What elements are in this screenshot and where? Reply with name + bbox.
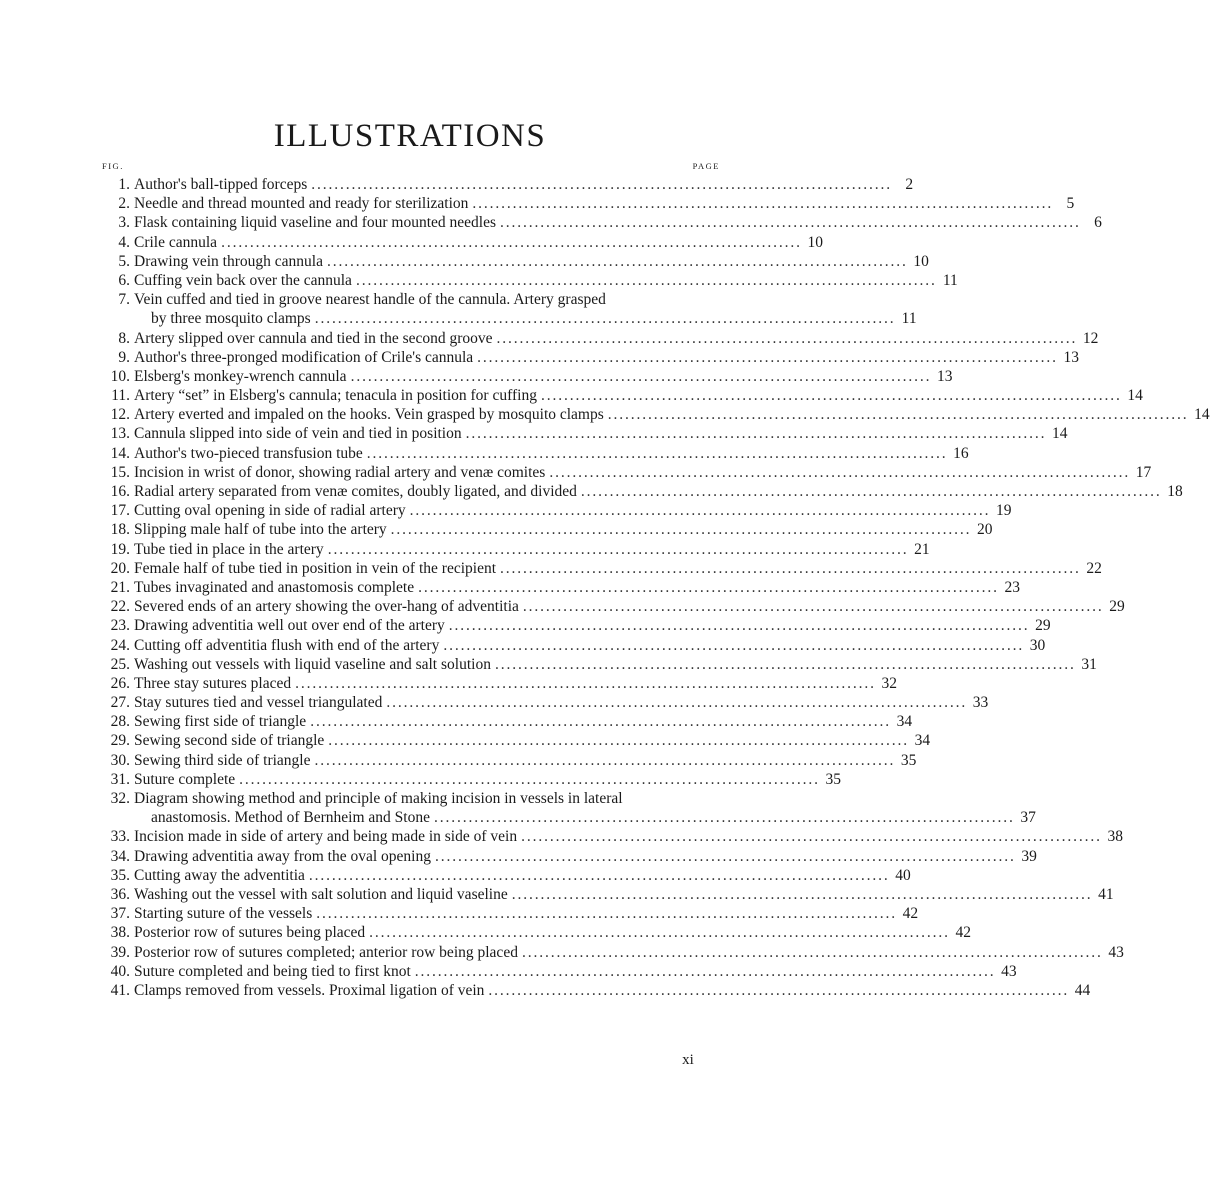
dot-leader xyxy=(522,943,1100,962)
figure-number: 3. xyxy=(118,214,130,232)
figure-number: 28. xyxy=(110,713,130,731)
list-item xyxy=(100,578,1020,597)
figure-number: 6. xyxy=(118,271,130,289)
list-item xyxy=(100,348,1080,367)
figure-caption: Posterior row of sutures completed; anterior row being placed xyxy=(134,943,518,961)
page-reference: 5 xyxy=(1066,195,1075,213)
page-reference: 39 xyxy=(1021,847,1037,865)
list-item xyxy=(100,616,1051,635)
dot-leader xyxy=(500,559,1078,578)
dot-leader xyxy=(497,329,1075,348)
page-reference: 17 xyxy=(1135,463,1152,481)
dot-leader xyxy=(367,444,945,463)
figure-caption: Drawing adventitia away from the oval opening xyxy=(134,847,431,865)
figure-caption: Three stay sutures placed xyxy=(134,674,292,692)
dot-leader xyxy=(418,578,996,597)
figure-number: 14. xyxy=(110,444,130,462)
list-item xyxy=(100,213,1102,232)
page-reference: 42 xyxy=(955,924,972,942)
figure-caption: Drawing adventitia well out over end of the artery xyxy=(134,617,445,635)
figure-number: 27. xyxy=(110,694,130,712)
figure-caption: Elsberg's monkey-wrench cannula xyxy=(134,367,347,385)
dot-leader xyxy=(449,616,1027,635)
dot-leader xyxy=(328,731,906,750)
dot-leader xyxy=(316,904,894,923)
figure-number: 7. xyxy=(118,291,130,309)
list-item xyxy=(100,943,1124,962)
figure-number: 23. xyxy=(110,617,130,635)
dot-leader xyxy=(512,885,1090,904)
figure-caption: Suture completed and being tied to first knot xyxy=(134,962,411,980)
list-item xyxy=(100,367,953,386)
page-reference: 29 xyxy=(1109,598,1125,616)
figure-caption: Sewing second side of triangle xyxy=(134,732,325,750)
list-item xyxy=(100,636,1046,655)
dot-leader xyxy=(295,674,873,693)
dot-leader xyxy=(541,386,1119,405)
dot-leader xyxy=(495,655,1073,674)
dot-leader xyxy=(466,424,1044,443)
page-column-header: PAGE xyxy=(692,161,720,171)
list-item xyxy=(100,885,1114,904)
list-item xyxy=(100,770,842,789)
page-reference: 44 xyxy=(1074,981,1091,999)
list-item xyxy=(100,559,1102,578)
figure-caption: Radial artery separated from venæ comites, doubly ligated, and divided xyxy=(134,483,577,500)
figure-number: 17. xyxy=(110,502,130,520)
list-item xyxy=(100,655,1097,674)
page-reference: 11 xyxy=(901,310,917,328)
dot-leader xyxy=(434,808,1012,827)
figure-caption: Incision made in side of artery and being made in side of vein xyxy=(134,828,518,846)
list-item xyxy=(100,540,930,559)
figure-number: 21. xyxy=(110,578,130,596)
figure-number: 10. xyxy=(110,367,130,385)
page-reference: 43 xyxy=(1108,943,1124,961)
figure-caption: Crile cannula xyxy=(134,233,218,251)
dot-leader xyxy=(608,405,1186,424)
page-reference: 29 xyxy=(1035,617,1051,635)
page-reference: 33 xyxy=(972,694,989,712)
page-reference: 14 xyxy=(1052,425,1068,443)
page-reference: 34 xyxy=(896,713,913,731)
list-item xyxy=(100,424,1068,443)
figure-caption: Artery everted and impaled on the hooks. Vein grasped by mosquito clamps xyxy=(134,406,604,424)
figure-number: 16. xyxy=(110,483,130,500)
dot-leader xyxy=(369,923,947,942)
figure-caption: Cuffing vein back over the cannula xyxy=(134,271,352,289)
dot-leader xyxy=(327,252,905,271)
figure-caption: Clamps removed from vessels. Proximal ligation of vein xyxy=(134,981,485,999)
figure-number: 41. xyxy=(110,981,130,999)
page-reference: 23 xyxy=(1004,578,1020,596)
figure-caption: Washing out vessels with liquid vaseline and salt solution xyxy=(134,655,491,673)
figure-number: 38. xyxy=(110,924,130,942)
dot-leader xyxy=(310,712,888,731)
list-item xyxy=(100,962,1017,981)
list-item xyxy=(100,501,1012,520)
list-item xyxy=(100,731,931,750)
figure-number: 32. xyxy=(110,790,130,807)
figure-number: 37. xyxy=(110,905,130,923)
figure-caption: Needle and thread mounted and ready for sterilization xyxy=(134,195,469,213)
page-reference: 2 xyxy=(905,176,914,193)
page-reference: 35 xyxy=(900,751,917,769)
dot-leader xyxy=(391,520,969,539)
figure-caption: Female half of tube tied in position in vein of the recipient xyxy=(134,559,497,577)
page-reference: 32 xyxy=(881,674,897,692)
list-item xyxy=(100,271,958,290)
figure-caption: Author's ball-tipped forceps xyxy=(134,176,308,193)
page-reference: 21 xyxy=(914,540,930,558)
page-reference: 43 xyxy=(1001,962,1017,980)
column-headers xyxy=(100,161,720,175)
list-item xyxy=(100,175,914,194)
dot-leader xyxy=(500,213,1078,232)
page-reference: 12 xyxy=(1082,329,1099,347)
dot-leader xyxy=(549,463,1127,482)
list-item xyxy=(100,444,969,463)
page-reference: 22 xyxy=(1086,559,1102,577)
list-item xyxy=(100,194,1075,213)
figure-caption: Slipping male half of tube into the artery xyxy=(134,521,387,539)
figure-caption: Artery slipped over cannula and tied in the second groove xyxy=(134,329,493,347)
figure-caption: Flask containing liquid vaseline and four mounted needles xyxy=(134,214,497,232)
dot-leader xyxy=(581,482,1159,501)
page-reference: 13 xyxy=(1063,348,1080,366)
figure-caption: Author's two-pieced transfusion tube xyxy=(134,444,363,462)
dot-leader xyxy=(488,981,1066,1000)
figure-number: 22. xyxy=(110,598,130,616)
page-reference: 19 xyxy=(996,502,1012,520)
figure-number: 25. xyxy=(110,655,130,673)
figure-caption: Sewing third side of triangle xyxy=(134,751,311,769)
figure-caption: Cutting away the adventitia xyxy=(134,866,305,884)
page-reference: 10 xyxy=(807,233,823,251)
figure-number: 8. xyxy=(118,329,130,347)
list-item xyxy=(100,329,1099,348)
figure-caption: Sewing first side of triangle xyxy=(134,713,307,731)
page-reference: 31 xyxy=(1081,655,1097,673)
list-item xyxy=(100,827,1123,846)
figure-number: 9. xyxy=(118,348,130,366)
page-reference: 38 xyxy=(1107,828,1123,846)
figure-number: 26. xyxy=(110,674,130,692)
page-reference: 34 xyxy=(914,732,931,750)
figure-number: 24. xyxy=(110,636,130,654)
list-item xyxy=(100,904,919,923)
figure-caption: Incision in wrist of donor, showing radial artery and venæ comites xyxy=(134,463,546,481)
figure-number: 5. xyxy=(118,252,130,270)
figure-caption: Severed ends of an artery showing the over-hang of adventitia xyxy=(134,598,519,616)
dot-leader xyxy=(315,751,893,770)
dot-leader xyxy=(328,540,906,559)
figure-number: 31. xyxy=(110,770,130,788)
page-reference: 35 xyxy=(825,770,842,788)
figure-caption: Cutting oval opening in side of radial artery xyxy=(134,502,406,520)
list-item xyxy=(100,463,1152,482)
dot-leader xyxy=(523,597,1101,616)
figure-caption: Author's three-pronged modification of Crile's cannula xyxy=(134,348,474,366)
dot-leader xyxy=(356,271,934,290)
list-item xyxy=(100,233,823,252)
figure-number: 19. xyxy=(110,540,130,558)
figure-number: 18. xyxy=(110,521,130,539)
figure-number: 36. xyxy=(110,885,130,903)
page-reference: 41 xyxy=(1098,885,1114,903)
page-reference: 10 xyxy=(913,252,929,270)
list-item xyxy=(100,290,917,328)
page-title: ILLUSTRATIONS xyxy=(273,118,547,154)
list-item xyxy=(100,847,1037,866)
list-item xyxy=(100,789,1036,827)
list-item xyxy=(100,482,1183,501)
list-item xyxy=(100,674,897,693)
page-reference: 11 xyxy=(942,271,958,289)
dot-leader xyxy=(443,636,1021,655)
figure-caption: Artery “set” in Elsberg's cannula; tenacula in position for cuffing xyxy=(134,387,537,405)
page-reference: 42 xyxy=(902,905,919,923)
illustrations-list xyxy=(100,175,1210,1000)
dot-leader xyxy=(472,194,1050,213)
dot-leader xyxy=(351,367,929,386)
figure-caption-continued: by three mosquito clamps xyxy=(151,310,311,328)
dot-leader xyxy=(415,962,993,981)
figure-caption: Washing out the vessel with salt solution and liquid vaseline xyxy=(134,885,508,903)
figure-number: 15. xyxy=(110,463,130,481)
figure-caption: Cannula slipped into side of vein and tied in position xyxy=(134,425,462,443)
figure-caption: Tube tied in place in the artery xyxy=(134,540,324,558)
dot-leader xyxy=(309,866,887,885)
figure-number: 34. xyxy=(110,847,130,865)
page-reference: 14 xyxy=(1194,406,1210,424)
figure-number: 30. xyxy=(110,751,130,769)
list-item xyxy=(100,405,1210,424)
list-item xyxy=(100,386,1143,405)
figure-caption: Starting suture of the vessels xyxy=(134,905,313,923)
page-reference: 18 xyxy=(1167,483,1183,500)
figure-caption: Vein cuffed and tied in groove nearest handle of the cannula. Artery grasped xyxy=(134,291,606,309)
list-item xyxy=(100,866,911,885)
figure-number: 12. xyxy=(110,406,130,424)
figure-caption: Posterior row of sutures being placed xyxy=(134,924,366,942)
figure-number: 4. xyxy=(118,233,130,251)
dot-leader xyxy=(521,827,1099,846)
figure-number: 20. xyxy=(110,559,130,577)
page-reference: 13 xyxy=(936,367,953,385)
figure-number: 11. xyxy=(111,387,130,405)
dot-leader xyxy=(410,501,988,520)
figure-caption: Drawing vein through cannula xyxy=(134,252,323,270)
page-reference: 16 xyxy=(953,444,969,462)
figure-caption: Suture complete xyxy=(134,770,236,788)
page-reference: 20 xyxy=(977,521,993,539)
list-item xyxy=(100,252,929,271)
page-number: xi xyxy=(682,1052,694,1068)
page-reference: 40 xyxy=(895,866,911,884)
figure-caption: Diagram showing method and principle of making incision in vessels in lateral xyxy=(134,790,623,807)
figure-number: 40. xyxy=(110,962,130,980)
list-item xyxy=(100,597,1125,616)
dot-leader xyxy=(435,847,1013,866)
dot-leader xyxy=(386,693,964,712)
figure-number: 33. xyxy=(110,828,130,846)
list-item xyxy=(100,923,972,942)
page-reference: 14 xyxy=(1127,387,1143,405)
figure-number: 13. xyxy=(110,425,130,443)
page-reference: 37 xyxy=(1020,809,1036,827)
figure-number: 39. xyxy=(110,943,130,961)
dot-leader xyxy=(477,348,1055,367)
figure-caption: Stay sutures tied and vessel triangulated xyxy=(134,694,383,712)
dot-leader xyxy=(311,175,889,194)
list-item xyxy=(100,520,993,539)
list-item xyxy=(100,712,913,731)
dot-leader xyxy=(221,233,799,252)
list-item xyxy=(100,981,1091,1000)
figure-caption-continued: anastomosis. Method of Bernheim and Stone xyxy=(151,809,430,827)
figure-caption: Tubes invaginated and anastomosis complete xyxy=(134,578,415,596)
page-reference: 30 xyxy=(1029,636,1046,654)
figure-number: 1. xyxy=(118,176,130,193)
figure-number: 35. xyxy=(110,866,130,884)
figure-number: 29. xyxy=(110,732,130,750)
fig-column-header: FIG. xyxy=(102,161,124,171)
page-reference: 6 xyxy=(1094,214,1102,232)
figure-number: 2. xyxy=(118,195,130,213)
figure-caption: Cutting off adventitia flush with end of the artery xyxy=(134,636,440,654)
list-item xyxy=(100,693,989,712)
dot-leader xyxy=(239,770,817,789)
dot-leader xyxy=(315,309,893,328)
list-item xyxy=(100,751,917,770)
